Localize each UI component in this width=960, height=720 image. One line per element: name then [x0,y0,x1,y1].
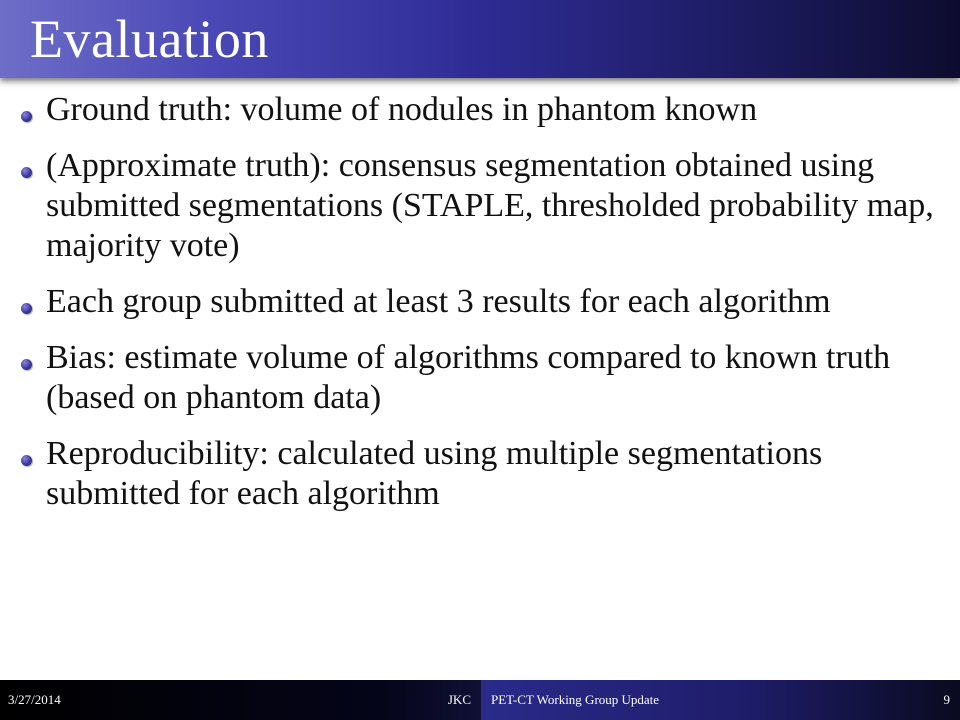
footer-author: JKC [447,692,471,707]
slide-footer [0,680,960,720]
bullet-item [0,338,960,418]
footer-left-section [0,680,481,720]
bullet-item [0,146,960,266]
bullet-text: Each group submitted at least 3 results for each algorithm [46,283,831,320]
bullet-dot-icon [21,359,32,370]
footer-page-number: 9 [943,692,950,707]
slide-title: Evaluation [30,9,269,69]
footer-right-section [481,680,960,720]
footer-presentation-title: PET-CT Working Group Update [491,692,660,707]
bullet-dot-icon [21,455,32,466]
bullet-item [0,282,960,322]
bullet-item [0,434,960,514]
bullet-dot-icon [21,167,32,178]
bullet-text: (Approximate truth): consensus segmentation obtained using submitted segmentations (STAPLE, thresholded probability map, majority vote) [46,147,934,264]
bullet-text: Reproducibility: calculated using multiple segmentations submitted for each algorithm [46,435,823,512]
title-banner [0,0,960,78]
bullet-item [0,90,960,130]
bullet-text: Ground truth: volume of nodules in phantom known [46,91,758,128]
bullet-list [0,90,960,530]
bullet-dot-icon [21,111,32,122]
footer-date: 3/27/2014 [8,692,61,707]
bullet-text: Bias: estimate volume of algorithms compared to known truth (based on phantom data) [46,339,891,416]
bullet-dot-icon [21,303,32,314]
